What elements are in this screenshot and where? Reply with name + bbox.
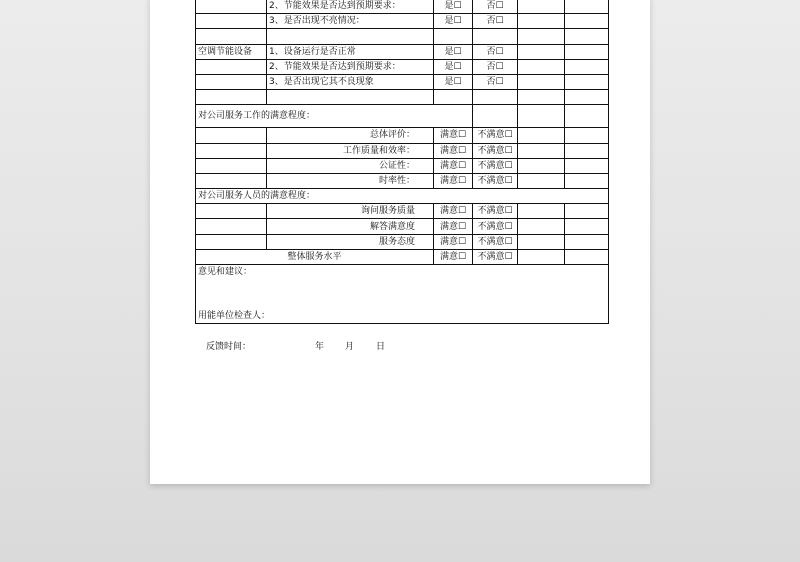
- table-row: [196, 44, 609, 59]
- empty-cell: [518, 74, 565, 89]
- equipment-cell: [196, 90, 267, 105]
- empty-cell: [518, 44, 565, 59]
- rating-label: 解答满意度: [267, 219, 434, 234]
- unsatisfied-checkbox[interactable]: 不满意☐: [473, 234, 518, 249]
- suggestions-label: 意见和建议：: [198, 267, 253, 277]
- empty-cell: [565, 44, 609, 59]
- empty-cell: [518, 29, 565, 44]
- satisfied-checkbox[interactable]: 满意☐: [434, 158, 473, 173]
- equipment-cell: [196, 59, 267, 74]
- empty-cell: [565, 173, 609, 188]
- no-checkbox[interactable]: 否☐: [473, 59, 518, 74]
- empty-cell: [518, 59, 565, 74]
- unsatisfied-checkbox[interactable]: 不满意☐: [473, 158, 518, 173]
- feedback-form-table: [195, 0, 609, 324]
- rating-label: 询问服务质量: [267, 204, 434, 219]
- satisfied-checkbox[interactable]: 满意☐: [434, 219, 473, 234]
- rating-label: 公证性：: [267, 158, 434, 173]
- empty-cell: [518, 143, 565, 158]
- empty-cell: [565, 128, 609, 143]
- question-cell: 3、是否出现它其不良现象: [267, 74, 434, 89]
- satisfied-checkbox[interactable]: 满意☐: [434, 128, 473, 143]
- equipment-cell: [196, 14, 267, 29]
- equipment-cell: [196, 29, 267, 44]
- table-row: [196, 90, 609, 105]
- day-label: 日: [376, 342, 386, 352]
- month-label: 月: [345, 342, 355, 352]
- equipment-cell: 空调节能设备: [196, 44, 267, 59]
- yes-checkbox: [434, 90, 473, 105]
- table-row: [196, 219, 609, 234]
- yes-checkbox[interactable]: 是☐: [434, 44, 473, 59]
- inspector-label: 用能单位检查人：: [198, 311, 271, 321]
- unsatisfied-checkbox[interactable]: 不满意☐: [473, 219, 518, 234]
- empty-cell: [196, 128, 267, 143]
- table-row: [196, 74, 609, 89]
- unsatisfied-checkbox[interactable]: 不满意☐: [473, 128, 518, 143]
- empty-cell: [565, 105, 609, 128]
- yes-checkbox[interactable]: 是☐: [434, 14, 473, 29]
- satisfied-checkbox[interactable]: 满意☐: [434, 143, 473, 158]
- empty-cell: [518, 0, 565, 14]
- empty-cell: [565, 90, 609, 105]
- question-cell: [267, 90, 434, 105]
- question-cell: 2、节能效果是否达到预期要求：: [267, 59, 434, 74]
- table-row: [196, 249, 609, 264]
- empty-cell: [473, 105, 518, 128]
- table-row: [196, 189, 609, 204]
- satisfied-checkbox[interactable]: 满意☐: [434, 204, 473, 219]
- rating-label: 时率性：: [267, 173, 434, 188]
- table-row: [196, 265, 609, 324]
- table-row: [196, 158, 609, 173]
- empty-cell: [565, 204, 609, 219]
- empty-cell: [565, 158, 609, 173]
- unsatisfied-checkbox[interactable]: 不满意☐: [473, 204, 518, 219]
- empty-cell: [518, 90, 565, 105]
- rating-label: 服务态度: [267, 234, 434, 249]
- suggestions-cell[interactable]: [196, 265, 609, 324]
- question-cell: 3、是否出现不亮情况：: [267, 14, 434, 29]
- empty-cell: [196, 234, 267, 249]
- no-checkbox: [473, 90, 518, 105]
- empty-cell: [518, 249, 565, 264]
- empty-cell: [518, 14, 565, 29]
- equipment-cell: [196, 0, 267, 14]
- satisfied-checkbox[interactable]: 满意☐: [434, 234, 473, 249]
- empty-cell: [565, 234, 609, 249]
- no-checkbox[interactable]: 否☐: [473, 44, 518, 59]
- yes-checkbox[interactable]: 是☐: [434, 74, 473, 89]
- yes-checkbox: [434, 29, 473, 44]
- table-row: [196, 234, 609, 249]
- company-work-title: 对公司服务工作的满意程度：: [196, 105, 473, 128]
- empty-cell: [518, 204, 565, 219]
- year-label: 年: [315, 342, 325, 352]
- empty-cell: [565, 29, 609, 44]
- question-cell: 1、设备运行是否正常: [267, 44, 434, 59]
- table-row: [196, 0, 609, 14]
- no-checkbox[interactable]: 否☐: [473, 0, 518, 14]
- empty-cell: [518, 105, 565, 128]
- no-checkbox[interactable]: 否☐: [473, 14, 518, 29]
- no-checkbox[interactable]: 否☐: [473, 74, 518, 89]
- feedback-time-label: 反馈时间：: [206, 342, 252, 352]
- question-cell: [267, 29, 434, 44]
- question-cell: 2、节能效果是否达到预期要求：: [267, 0, 434, 14]
- table-row: [196, 204, 609, 219]
- empty-cell: [518, 219, 565, 234]
- no-checkbox: [473, 29, 518, 44]
- empty-cell: [518, 234, 565, 249]
- empty-cell: [518, 173, 565, 188]
- table-row: [196, 14, 609, 29]
- unsatisfied-checkbox[interactable]: 不满意☐: [473, 173, 518, 188]
- empty-cell: [196, 158, 267, 173]
- unsatisfied-checkbox[interactable]: 不满意☐: [473, 249, 518, 264]
- empty-cell: [196, 143, 267, 158]
- table-row: [196, 59, 609, 74]
- empty-cell: [565, 74, 609, 89]
- table-row: [196, 105, 609, 128]
- empty-cell: [565, 14, 609, 29]
- table-row: [196, 29, 609, 44]
- empty-cell: [196, 219, 267, 234]
- empty-cell: [196, 204, 267, 219]
- rating-label: 总体评价：: [267, 128, 434, 143]
- staff-title: 对公司服务人员的满意程度：: [196, 189, 609, 204]
- table-row: [196, 128, 609, 143]
- unsatisfied-checkbox[interactable]: 不满意☐: [473, 143, 518, 158]
- overall-label: 整体服务水平: [196, 249, 434, 264]
- empty-cell: [196, 173, 267, 188]
- equipment-cell: [196, 74, 267, 89]
- empty-cell: [518, 158, 565, 173]
- table-row: [196, 173, 609, 188]
- empty-cell: [565, 249, 609, 264]
- table-row: [196, 143, 609, 158]
- empty-cell: [565, 59, 609, 74]
- empty-cell: [565, 219, 609, 234]
- empty-cell: [565, 143, 609, 158]
- empty-cell: [518, 128, 565, 143]
- satisfied-checkbox[interactable]: 满意☐: [434, 249, 473, 264]
- empty-cell: [565, 0, 609, 14]
- yes-checkbox[interactable]: 是☐: [434, 0, 473, 14]
- rating-label: 工作质量和效率：: [267, 143, 434, 158]
- satisfied-checkbox[interactable]: 满意☐: [434, 173, 473, 188]
- yes-checkbox[interactable]: 是☐: [434, 59, 473, 74]
